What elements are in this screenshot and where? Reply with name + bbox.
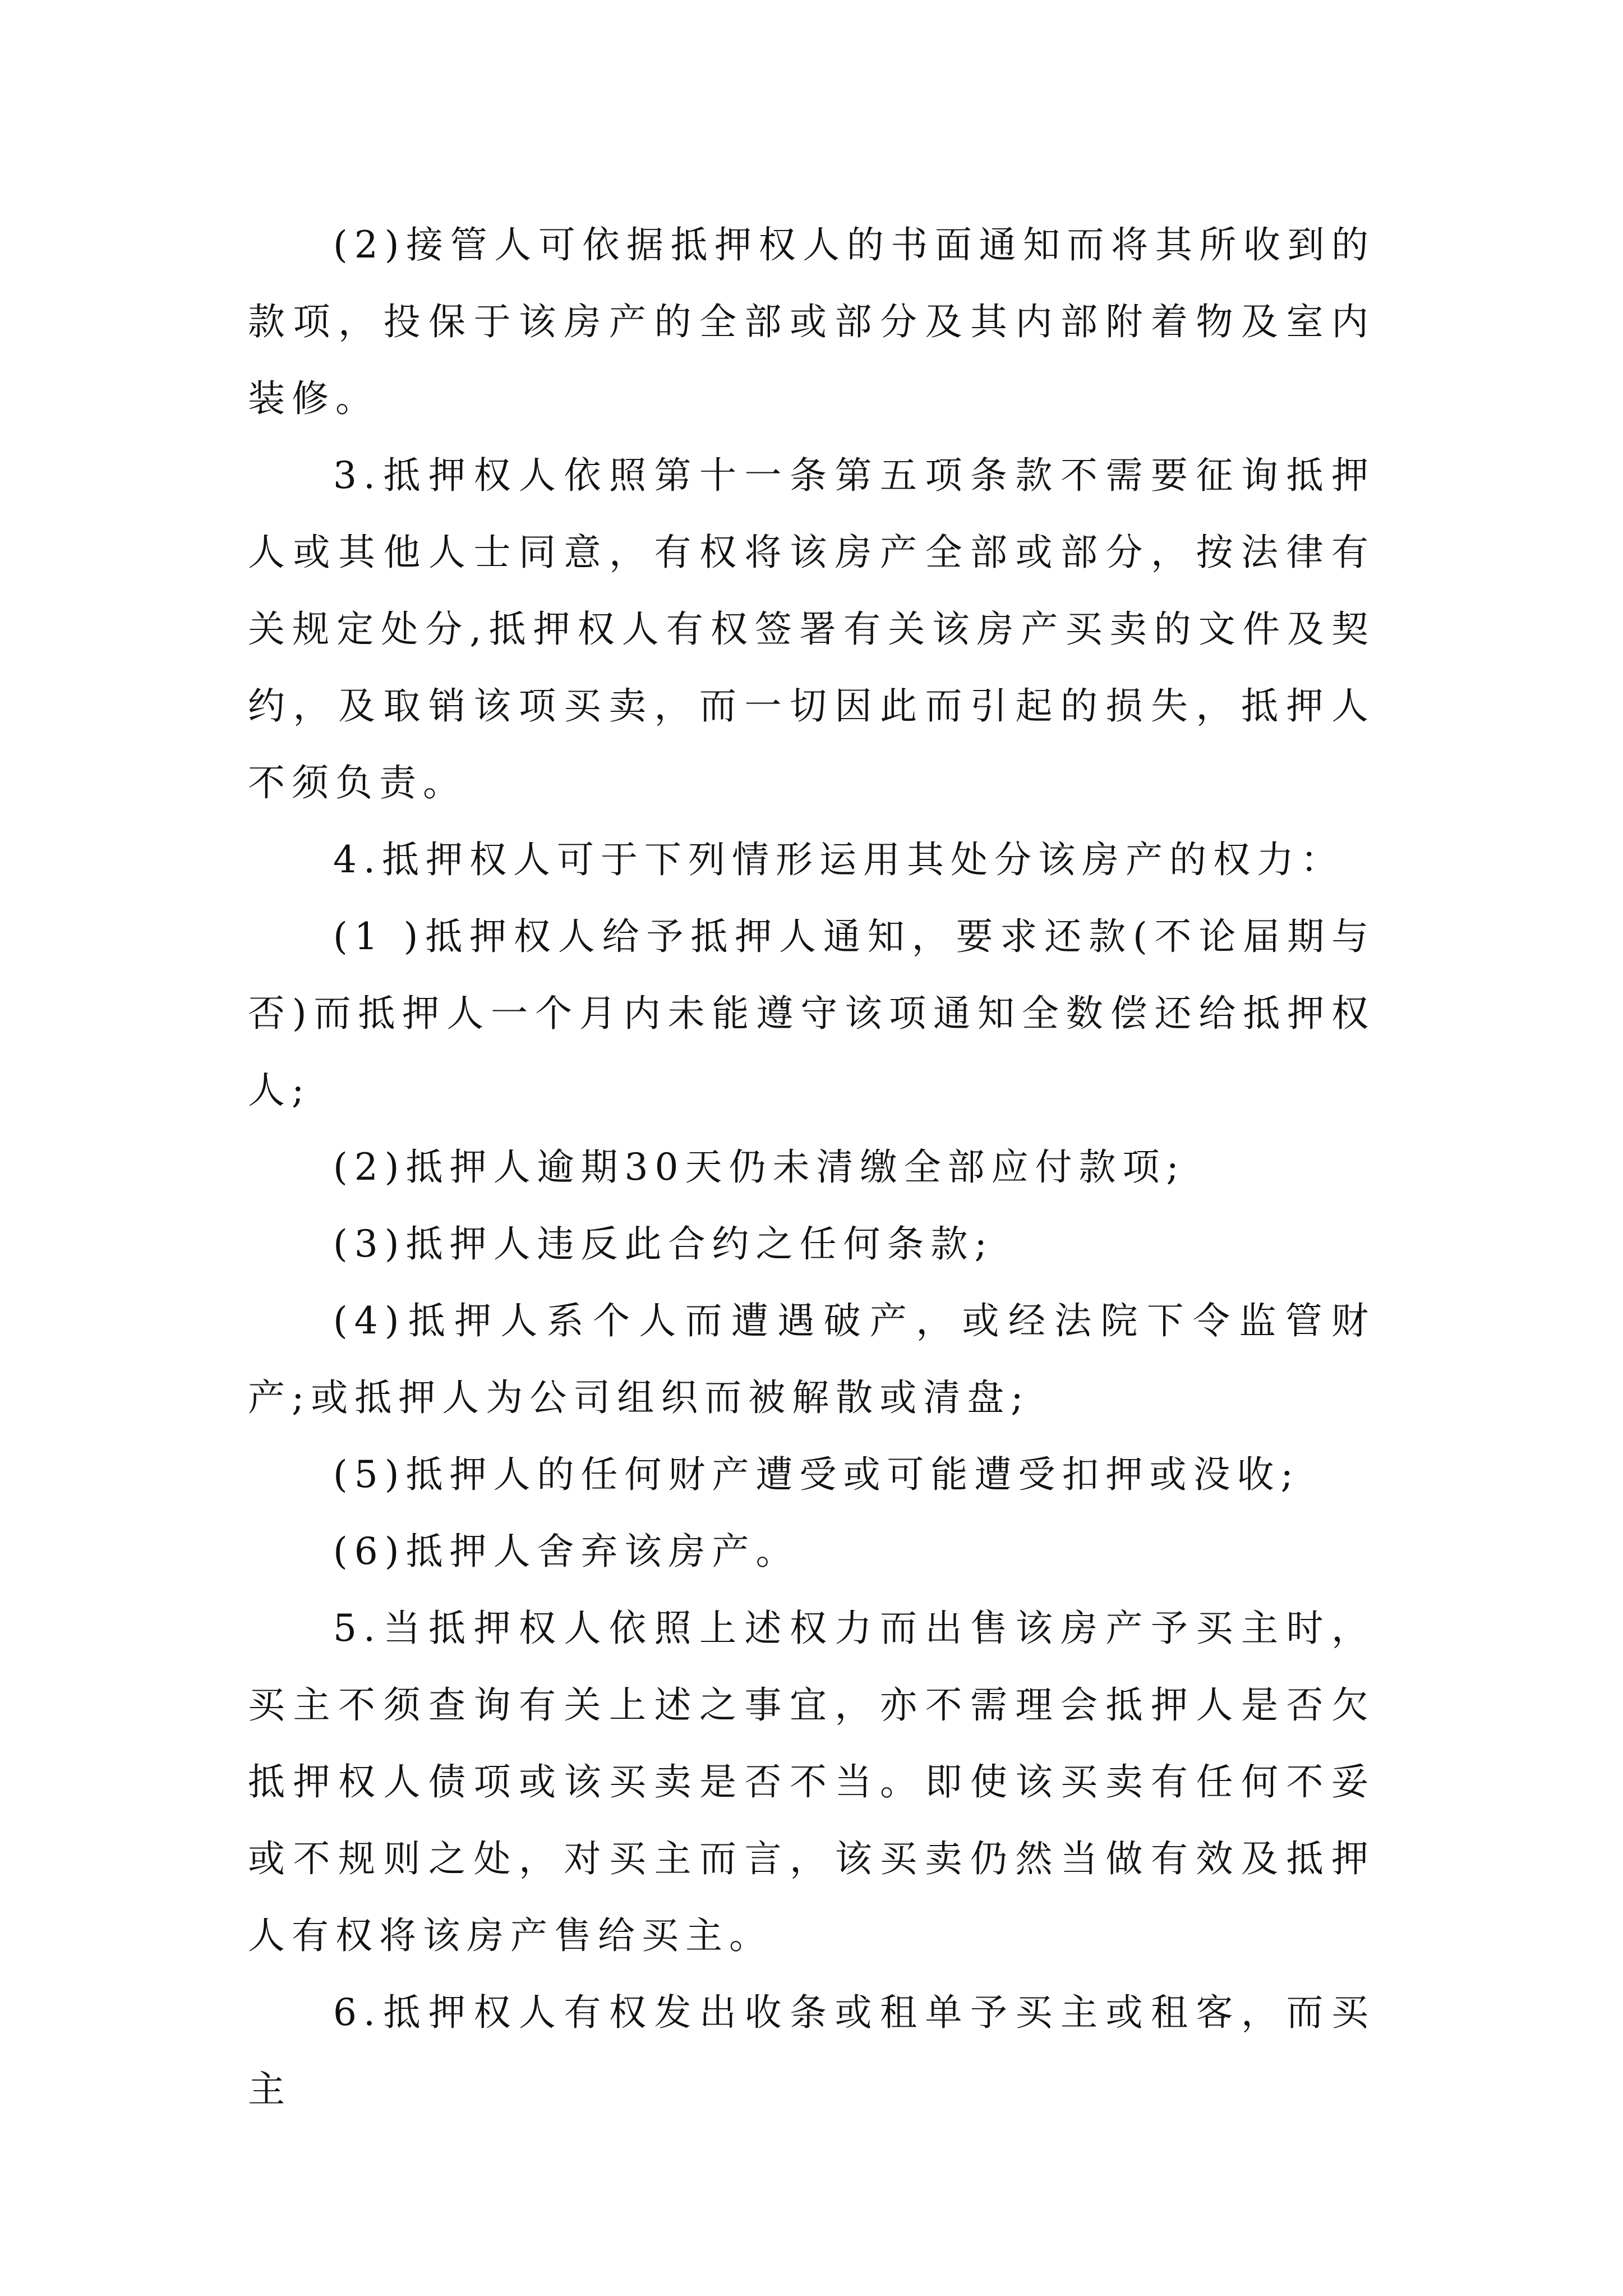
paragraph-receiver-insurance: (2)接管人可依据抵押权人的书面通知而将其所收到的款项，投保于该房产的全部或部分及其内部附着物及室内装修。 — [248, 223, 1375, 420]
paragraph-clause-6: 6.抵押权人有权发出收条或租单予买主或租客，而买主 — [248, 1991, 1375, 2111]
paragraph-item-4: (4)抵押人系个人而遭遇破产，或经法院下令监管财产;或抵押人为公司组织而被解散或清盘; — [248, 1299, 1375, 1419]
paragraph-clause-4: 4.抵押权人可于下列情形运用其处分该房产的权力： — [333, 838, 1344, 881]
paragraph-item-1: (1 )抵押权人给予抵押人通知，要求还款(不论届期与否)而抵押人一个月内未能遵守该项通知全数偿还给抵押权人; — [248, 915, 1375, 1112]
paragraph-clause-5: 5.当抵押权人依照上述权力而出售该房产予买主时，买主不须查询有关上述之事宜，亦不需理会抵押人是否欠抵押权人债项或该买卖是否不当。即使该买卖有任何不妥或不规则之处，对买主而言，该买卖仍然当做有效及抵押人有权将该房产售给买主。 — [248, 1607, 1375, 1957]
paragraph-item-2: (2)抵押人逾期30天仍未清缴全部应付款项; — [333, 1145, 1186, 1189]
document-body — [248, 206, 1375, 2128]
paragraph-item-3: (3)抵押人违反此合约之任何条款; — [333, 1222, 994, 1266]
paragraph-item-6: (6)抵押人舍弃该房产。 — [333, 1530, 800, 1573]
paragraph-clause-3: 3.抵押权人依照第十一条第五项条款不需要征询抵押人或其他人士同意，有权将该房产全部或部分，按法律有关规定处分,抵押权人有权签署有关该房产买卖的文件及契约，及取销该项买卖，而一切因此而引起的损失，抵押人不须负责。 — [248, 454, 1375, 804]
paragraph-item-5: (5)抵押人的任何财产遭受或可能遭受扣押或没收; — [333, 1453, 1300, 1496]
